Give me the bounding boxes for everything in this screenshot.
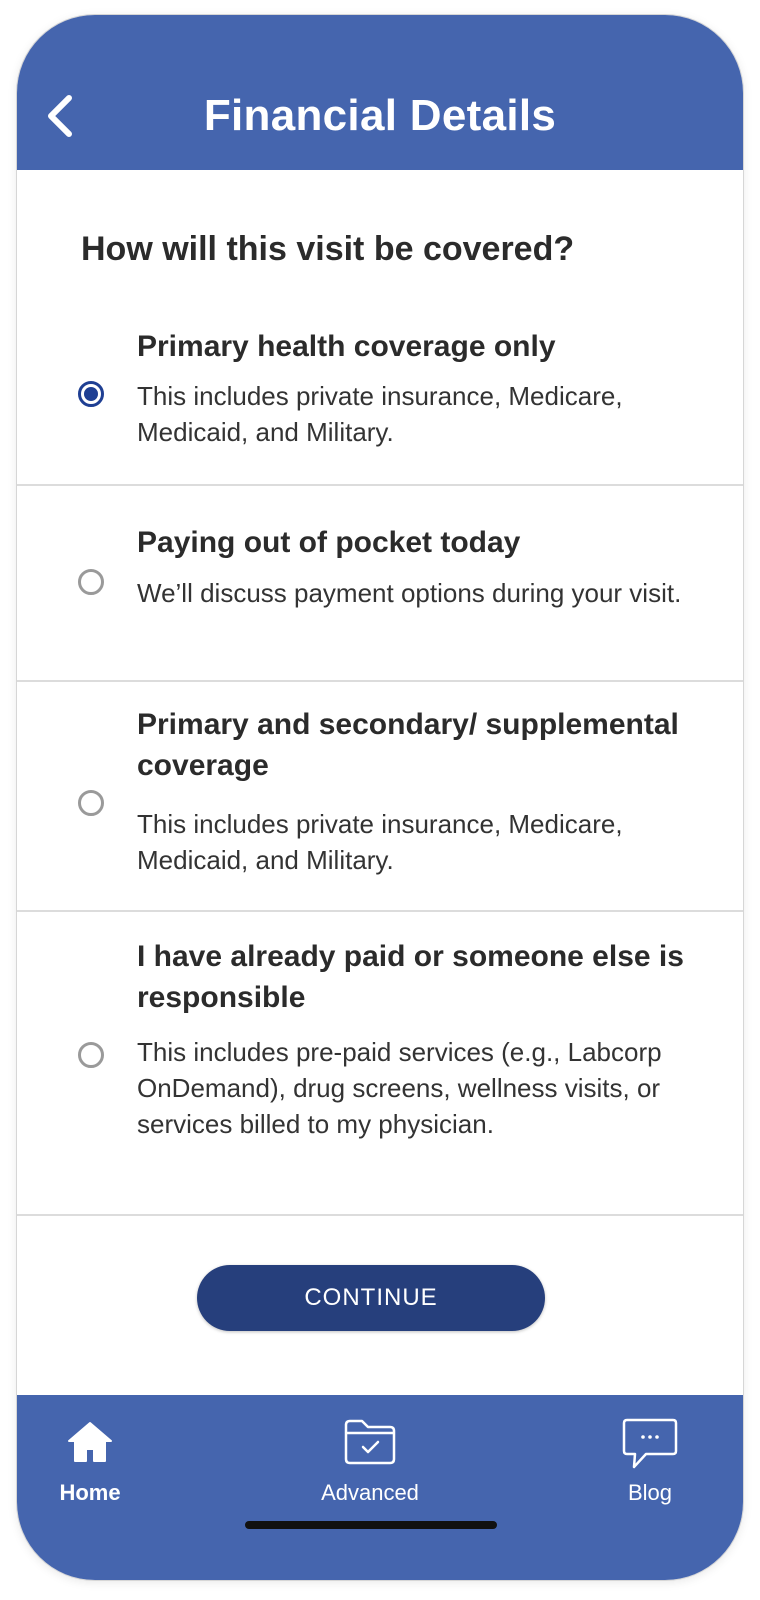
option-title: Primary and secondary/ supplemental coverage [137, 708, 679, 782]
continue-button[interactable]: CONTINUE [197, 1265, 545, 1331]
home-indicator [245, 1521, 497, 1529]
option-out-of-pocket[interactable] [17, 486, 743, 682]
home-icon [66, 1420, 114, 1464]
option-description: This includes private insurance, Medicare, Medicaid, and Military. [137, 381, 623, 447]
coverage-question: How will this visit be covered? [81, 230, 575, 268]
option-title: I have already paid or someone else is responsible [137, 940, 684, 1014]
tab-advanced[interactable] [270, 1395, 470, 1525]
option-title: Primary health coverage only [137, 330, 556, 363]
option-primary-secondary[interactable] [17, 682, 743, 912]
app-header [17, 15, 743, 170]
chat-bubble-icon [620, 1417, 680, 1471]
tab-label: Advanced [321, 1480, 419, 1505]
option-primary-coverage[interactable] [17, 320, 743, 486]
radio-button-selected[interactable] [78, 381, 104, 407]
divider [17, 1214, 743, 1216]
option-already-paid[interactable] [17, 912, 743, 1216]
option-description: This includes pre-paid services (e.g., Labcorp OnDemand), drug screens, wellness visits, or services billed to my physician. [137, 1037, 662, 1139]
phone-screen [17, 15, 743, 1580]
page-title: Financial Details [203, 91, 557, 140]
tab-home[interactable] [17, 1395, 190, 1525]
tab-blog[interactable] [550, 1395, 743, 1525]
folder-check-icon [342, 1417, 398, 1467]
tab-label: Home [59, 1480, 121, 1505]
radio-button[interactable] [78, 569, 104, 595]
bottom-tab-bar [17, 1395, 743, 1580]
option-title: Paying out of pocket today [137, 526, 521, 559]
tab-label: Blog [627, 1480, 673, 1505]
option-description: We’ll discuss payment options during your visit. [137, 578, 682, 608]
radio-button[interactable] [78, 790, 104, 816]
option-description: This includes private insurance, Medicare, Medicaid, and Military. [137, 809, 623, 875]
radio-button[interactable] [78, 1042, 104, 1068]
